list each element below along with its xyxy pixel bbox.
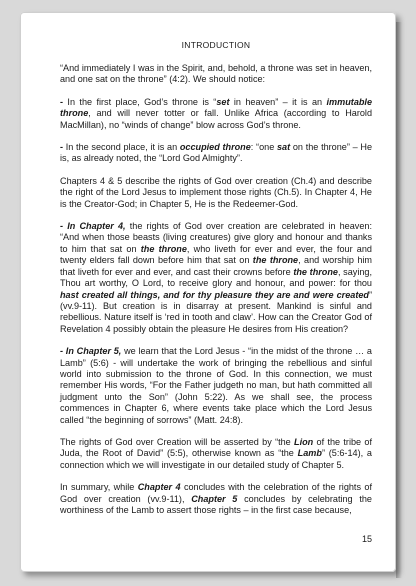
chapter-heading: INTRODUCTION: [181, 40, 251, 50]
text-run: , and worship him that liveth for ever and ever, and cast their crowns before: [60, 255, 372, 277]
emphasis: the throne: [140, 243, 187, 254]
paragraph-1-text: “And immediately I was in the Spirit, and, behold, a throne was set in heaven, and one sat on the throne” (4:2). We should notice:: [60, 63, 372, 85]
emphasis: Lion: [294, 436, 314, 447]
emphasis: the throne: [293, 266, 338, 277]
text-run: : “one: [250, 142, 277, 153]
text-run: In summary, while: [60, 482, 138, 493]
text-run: on the throne” – He is, as already noted, the “Lord God Almighty”.: [60, 142, 373, 164]
emphasis: immutable throne: [60, 96, 373, 119]
emphasis: set: [216, 96, 230, 107]
paragraph-7: [60, 437, 372, 471]
emphasis: Chapter 5: [191, 493, 238, 504]
book-page: [20, 12, 396, 572]
text-run: , who liveth for ever and ever, the four and twenty elders fall down before him that sat on: [60, 243, 372, 266]
text-run: the rights of God over creation are celebrated in heaven: “And when those beasts (living creatures) give glory and honour and thanks to him that sat on: [60, 221, 372, 254]
text-run: The rights of God over Creation will be asserted by “the: [60, 436, 295, 447]
emphasis: hast created all things, and for thy pleasure they are and were created: [60, 289, 369, 300]
paragraph-2: [60, 97, 372, 131]
emphasis: sat: [276, 142, 291, 153]
text-run: we learn that the Lord Jesus - “in the midst of the throne … a Lamb” (5:6) - will undertake the work of bringing the rebellious and sinful world into submission to the throne of God. In this connection, we must remember His words, “For the Father judgeth no man, but hath committed all judgment unto the Son” (John 5:22). As we shall see, the process commences in Chapter 6, where events take place which the Lord Jesus called “the beginning of sorrows” (Matt. 24:8).: [60, 346, 372, 425]
emphasis: Lamb: [297, 448, 322, 459]
text-run: concludes with the celebration of the rights of God over creation (vv.9-11),: [60, 482, 372, 504]
text-run: In the second place, it is an: [63, 142, 180, 153]
text-run: , and will never totter or fall. Unlike Africa (according to Harold MacMillan), no “winds of change” blow across God’s throne.: [60, 108, 372, 130]
paragraph-5: [60, 221, 372, 335]
paragraph-4: [60, 176, 372, 210]
emphasis: the throne: [252, 255, 299, 266]
emphasis: Chapter 4: [137, 482, 181, 493]
text-run: in heaven” – it is an: [229, 96, 327, 107]
paragraph-1: [60, 63, 372, 86]
text-run: concludes by celebrating the worthiness of the Lamb to assert those rights – in the first case because,: [60, 493, 372, 515]
text-run: ” (5:6-14), a connection which we will investigate in our detailed study of Chapter 5.: [60, 448, 372, 470]
chapter-5-lead: - In Chapter 5,: [60, 346, 122, 357]
text-run: , saying, Thou art worthy, O Lord, to receive glory and honour, and power: for thou: [60, 266, 372, 289]
paragraph-6: [60, 346, 372, 426]
dash: -: [60, 96, 64, 107]
text-run: of the tribe of Juda, the Root of David” (5:5), otherwise known as “the: [60, 436, 372, 459]
paragraph-4-text: Chapters 4 & 5 describe the rights of God over creation (Ch.4) and describe the right of the Lord Jesus to implement those rights (Ch.5). In Chapter 4, He is the Creator-God; in Chapter 5, He is the Redeemer-God.: [60, 175, 372, 209]
text-run: ” (vv.9-11). But creation is in disarray at present. Mankind is sinful and rebellious. Nature itself is ‘red in tooth and claw’. How can the Creator God of Revelation 4 possibly obtain the pleasure He desires from His creation?: [60, 289, 372, 334]
paragraph-3: [60, 142, 372, 165]
dash: -: [60, 142, 64, 153]
emphasis: occupied throne: [179, 142, 251, 153]
page-number: 15: [361, 534, 372, 544]
chapter-4-lead: - In Chapter 4,: [60, 221, 126, 232]
text-run: In the first place, God’s throne is “: [63, 96, 217, 107]
paragraph-8: [60, 482, 372, 516]
